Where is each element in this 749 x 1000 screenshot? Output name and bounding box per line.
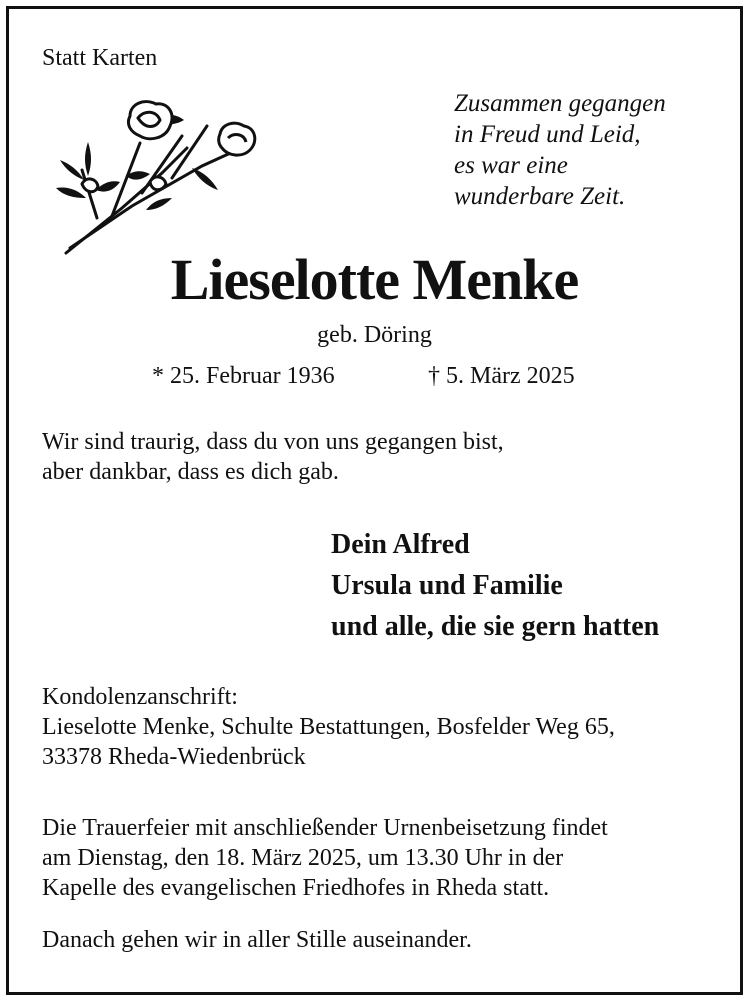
condolence-address [42,682,615,772]
signature-line: Dein Alfred [331,529,470,560]
maiden-name: geb. Döring [317,322,432,348]
signature-line: und alle, die sie gern hatten [331,611,660,642]
motto-verse [454,88,666,212]
birth-date: * 25. Februar 1936 [152,363,335,389]
motto-line: wunderbare Zeit. [454,183,626,210]
message-line: aber dankbar, dass es dich gab. [42,459,339,485]
ceremony-line: am Dienstag, den 18. März 2025, um 13.30 Uhr in der [42,845,564,871]
closing-line: Danach gehen wir in aller Stille auseinander. [42,927,472,953]
signature-line: Ursula und Familie [331,570,563,601]
statt-karten-label: Statt Karten [42,45,158,71]
motto-line: Zusammen gegangen [454,90,666,117]
deceased-name: Lieselotte Menke [170,247,579,312]
death-date: † 5. März 2025 [428,363,575,389]
ceremony-info [42,813,608,903]
condolence-line: Lieselotte Menke, Schulte Bestattungen, Bosfelder Weg 65, [42,714,615,740]
message [42,427,504,487]
motto-line: es war eine [454,152,568,179]
ceremony-line: Die Trauerfeier mit anschließender Urnenbeisetzung findet [42,815,608,841]
condolence-line: 33378 Rheda-Wiedenbrück [42,744,306,770]
signatures [331,524,659,647]
condolence-line: Kondolenzanschrift: [42,684,238,710]
ceremony-line: Kapelle des evangelischen Friedhofes in Rheda statt. [42,875,550,901]
motto-line: in Freud und Leid, [454,121,641,148]
roses-icon [52,98,272,258]
message-line: Wir sind traurig, dass du von uns gegangen bist, [42,429,504,455]
